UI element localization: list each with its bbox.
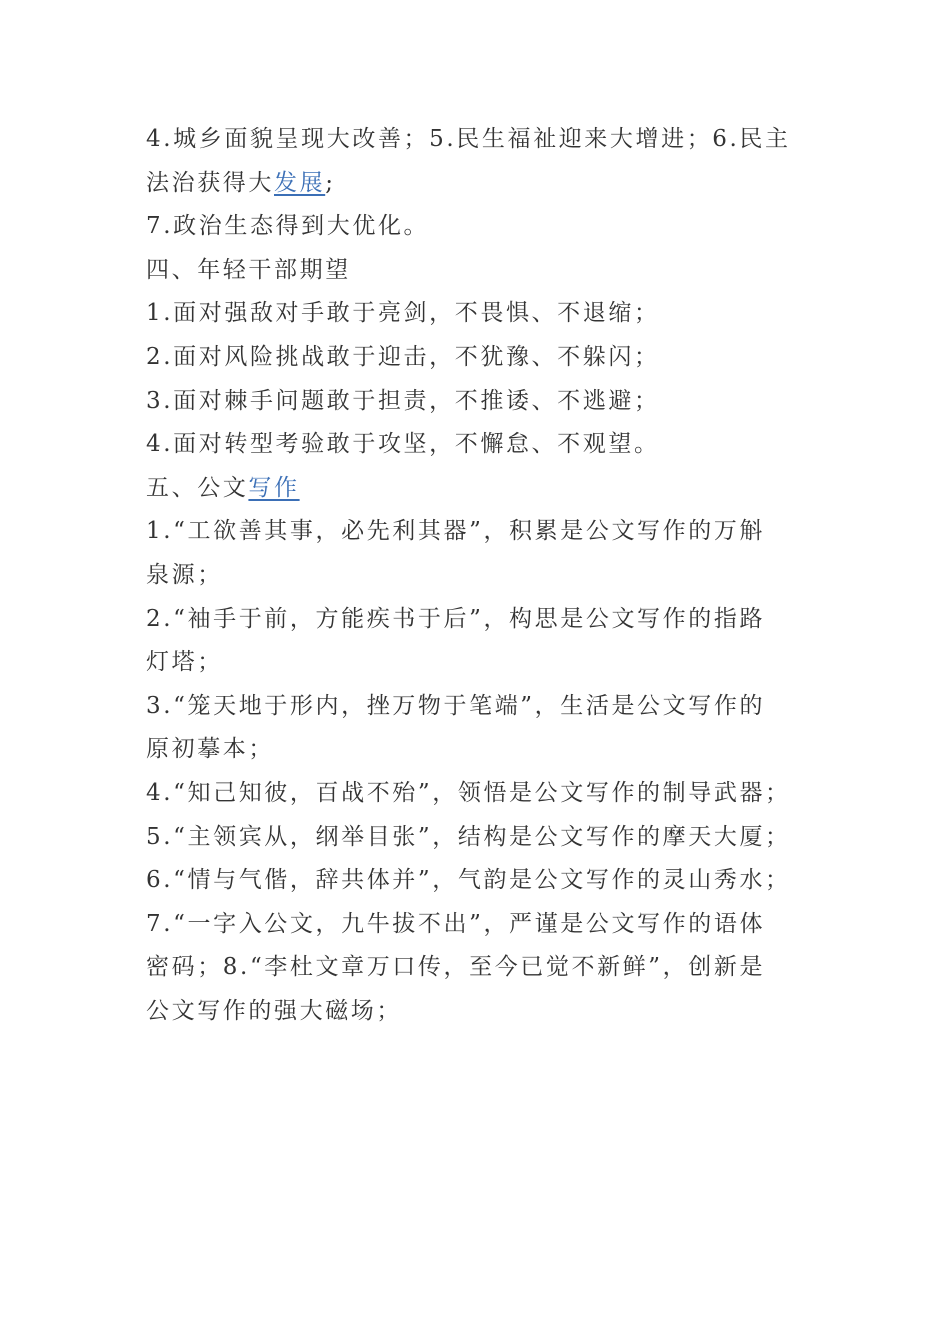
text-line: 原初摹本； bbox=[146, 736, 274, 763]
document-body bbox=[146, 118, 806, 1033]
text-line: 4.“知己知彼，百战不殆”，领悟是公文写作的制导武器； bbox=[146, 779, 791, 806]
section-heading: 四、年轻干部期望 bbox=[146, 256, 351, 283]
text-line: 7.“一字入公文，九牛拔不出”，严谨是公文写作的语体 bbox=[146, 910, 766, 937]
text-line: 4.面对转型考验敢于攻坚，不懈怠、不观望。 bbox=[146, 431, 660, 458]
text-line bbox=[146, 162, 806, 206]
text-line: 1.面对强敌对手敢于亮剑，不畏惧、不退缩； bbox=[146, 300, 660, 327]
text-line: 2.面对风险挑战敢于迎击，不犹豫、不躲闪； bbox=[146, 343, 660, 370]
text-line: 密码；8.“李杜文章万口传，至今已觉不新鲜”，创新是 bbox=[146, 954, 766, 981]
text-segment: 法治获得大 bbox=[146, 169, 274, 196]
text-segment: ; bbox=[325, 169, 336, 196]
text-line: 3.“笼天地于形内，挫万物于笔端”，生活是公文写作的 bbox=[146, 692, 766, 719]
xiezuo-link[interactable]: 写作 bbox=[248, 474, 300, 501]
text-line: 1.“工欲善其事，必先利其器”，积累是公文写作的万斛 bbox=[146, 518, 766, 545]
text-line: 4.城乡面貌呈现大改善；5.民生福祉迎来大增进；6.民主 bbox=[146, 126, 791, 152]
section-heading bbox=[146, 467, 806, 511]
text-line: 3.面对棘手问题敢于担责，不推诿、不逃避； bbox=[146, 387, 660, 414]
text-line: 5.“主领宾从，纲举目张”，结构是公文写作的摩天大厦； bbox=[146, 823, 791, 850]
text-line: 7.政治生态得到大优化。 bbox=[146, 213, 430, 240]
fazhan-link[interactable]: 发展 bbox=[274, 169, 326, 196]
text-line: 公文写作的强大磁场； bbox=[146, 997, 402, 1024]
text-line: 6.“情与气偕，辞共体并”，气韵是公文写作的灵山秀水； bbox=[146, 867, 791, 894]
text-segment: 五、公文 bbox=[146, 474, 249, 501]
text-line: 泉源； bbox=[146, 561, 223, 588]
text-line: 2.“袖手于前，方能疾书于后”，构思是公文写作的指路 bbox=[146, 605, 766, 632]
text-line: 灯塔； bbox=[146, 649, 223, 676]
